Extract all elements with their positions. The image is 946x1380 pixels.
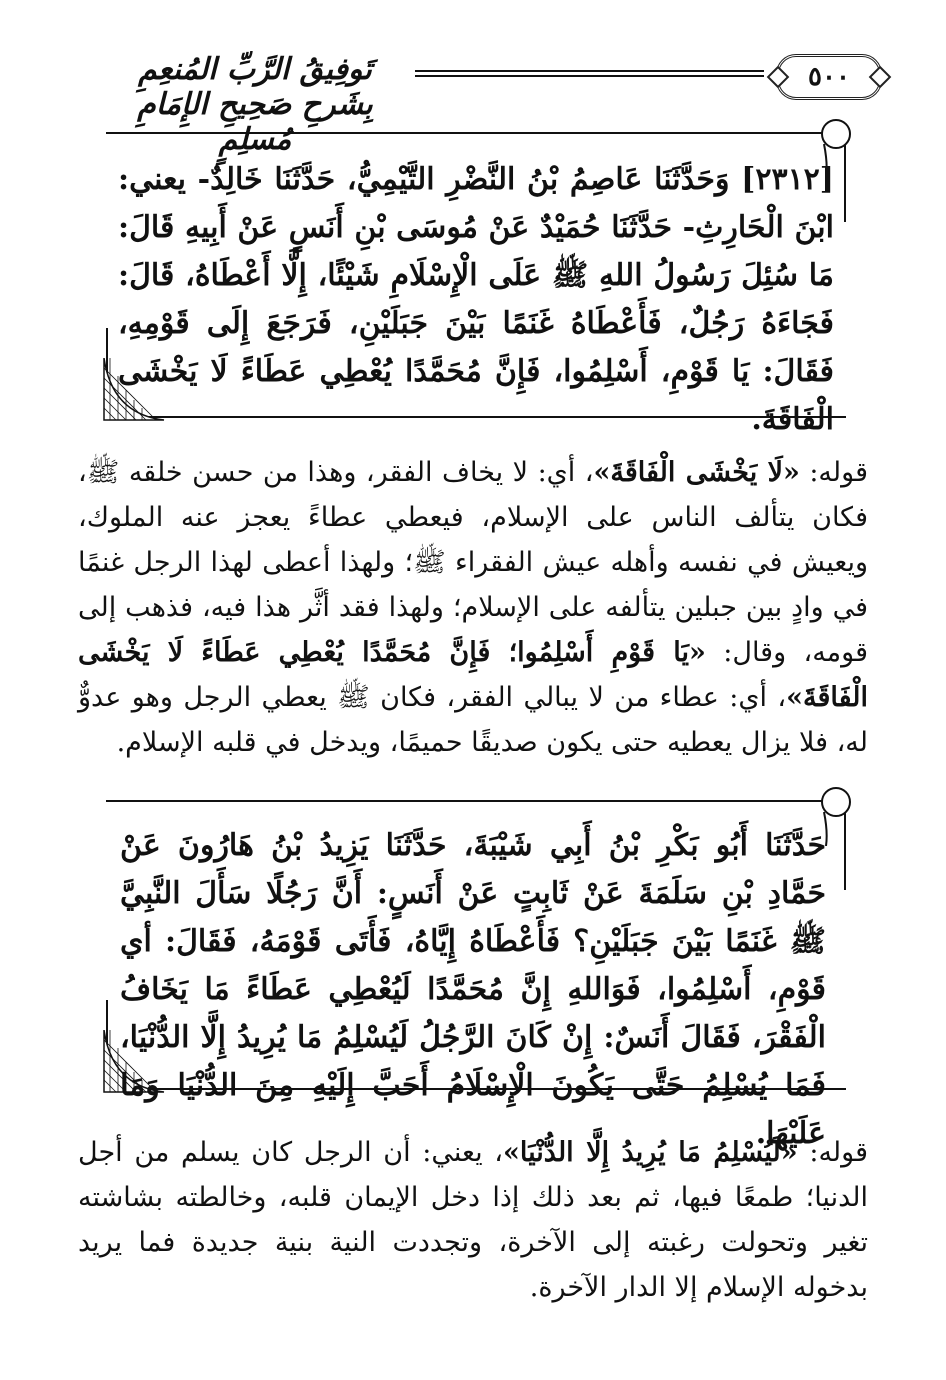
frame-top-rule [106,132,846,134]
commentary-1-quote-2: «يَا قَوْمِ أَسْلِمُوا؛ فَإِنَّ مُحَمَّدًا يُعْطِي عَطَاءً لَا يَخْشَى الْفَاقَةَ» [78,637,868,713]
hadith-box-1 [106,132,846,437]
commentary-1-text-1: ، أي: لا يخاف الفقر، وهذا من حسن خلقه ﷺ، فكان يتألف الناس على الإسلام، فيعطي عطاءً يعجز عنه الملوك، ويعيش في نفسه وأهله عيش الفقراء ﷺ؛ ولهذا أعطى لهذا الرجل غنمًا في وادٍ بين جبلين يتألفه على الإسلام؛ ولهذا فقد أثَّر هذا فيه، فذهب إلى قومه، وقال: [78,457,868,668]
commentary-2-text-1: ، يعني: أن الرجل كان يسلم من أجل الدنيا؛ طمعًا فيها، ثم بعد ذلك إذا دخل الإيمان قلبه، وخالطته بشاشته تغير وتحولت رغبته إلى الآخرة، وتجددت النية بنية جديدة فما يريد بدخوله الإسلام إلا الدار الآخرة. [78,1137,868,1303]
commentary-1-text-2: ، أي: عطاء من لا يبالي الفقر، فكان ﷺ يعطي الرجل وهو عدوٌّ له، فلا يزال يعطيه حتى يكون صديقًا حميمًا، ويدخل في قلبه الإسلام. [78,682,868,758]
page-header [70,48,882,157]
page-number-ornament [776,54,882,100]
hadith-1-text: [٢٣١٢] وَحَدَّثَنَا عَاصِمُ بْنُ النَّضْرِ التَّيْمِيُّ، حَدَّثَنَا خَالِدٌ- يعني: ابْنَ الْحَارِثِ- حَدَّثَنَا حُمَيْدٌ عَنْ مُوسَى بْنِ أَنَسٍ عَنْ أَبِيهِ قَالَ: مَا سُئِلَ رَسُولُ اللهِ ﷺ عَلَى الْإِسْلَامِ شَيْئًا، إِلَّا أَعْطَاهُ، قَالَ: فَجَاءَهُ رَجُلٌ، فَأَعْطَاهُ غَنَمًا بَيْنَ جَبَلَيْنِ، فَرَجَعَ إِلَى قَوْمِهِ، فَقَالَ: يَا قَوْمِ، أَسْلِمُوا، فَإِنَّ مُحَمَّدًا يُعْطِي عَطَاءً لَا يَخْشَى الْفَاقَةَ. [118,162,834,437]
commentary-1-quote-1: «لَا يَخْشَى الْفَاقَةَ» [593,457,800,488]
commentary-2-lead: قوله: [797,1137,869,1168]
commentary-2 [78,1130,868,1310]
commentary-1-lead: قوله: [799,457,868,488]
frame-top-rule [106,800,846,802]
book-title: تَوفِيقُ الرَّبِّ المُنعِمِ بِشَرحِ صَحِيحِ الإِمَامِ مُسلِمٍ [137,52,373,157]
header-rule [415,70,764,77]
page-number: ٥٠٠ [808,62,850,92]
hadith-box-2 [106,800,846,1151]
commentary-2-quote-1: «لَيُسْلِمُ مَا يُرِيدُ إِلَّا الدُّنْيَا» [503,1137,798,1168]
hadith-2-text: حَدَّثَنَا أَبُو بَكْرِ بْنُ أَبِي شَيْبَةَ، حَدَّثَنَا يَزِيدُ بْنُ هَارُونَ عَنْ حَمَّادِ بْنِ سَلَمَةَ عَنْ ثَابِتٍ عَنْ أَنَسٍ: أَنَّ رَجُلًا سَأَلَ النَّبِيَّ ﷺ غَنَمًا بَيْنَ جَبَلَيْنِ؟ فَأَعْطَاهُ إِيَّاهُ، فَأَتَى قَوْمَهُ، فَقَالَ: أي قَوْمِ، أَسْلِمُوا، فَوَاللهِ إِنَّ مُحَمَّدًا لَيُعْطِي عَطَاءً مَا يَخَافُ الْفَقْرَ، فَقَالَ أَنَسٌ: إِنْ كَانَ الرَّجُلُ لَيُسْلِمُ مَا يُرِيدُ إِلَّا الدُّنْيَا، فَمَا يُسْلِمُ حَتَّى يَكُونَ الْإِسْلَامُ أَحَبَّ إِلَيْهِ مِنَ الدُّنْيَا وَمَا عَلَيْهَا. [120,828,826,1151]
commentary-1 [78,450,868,765]
